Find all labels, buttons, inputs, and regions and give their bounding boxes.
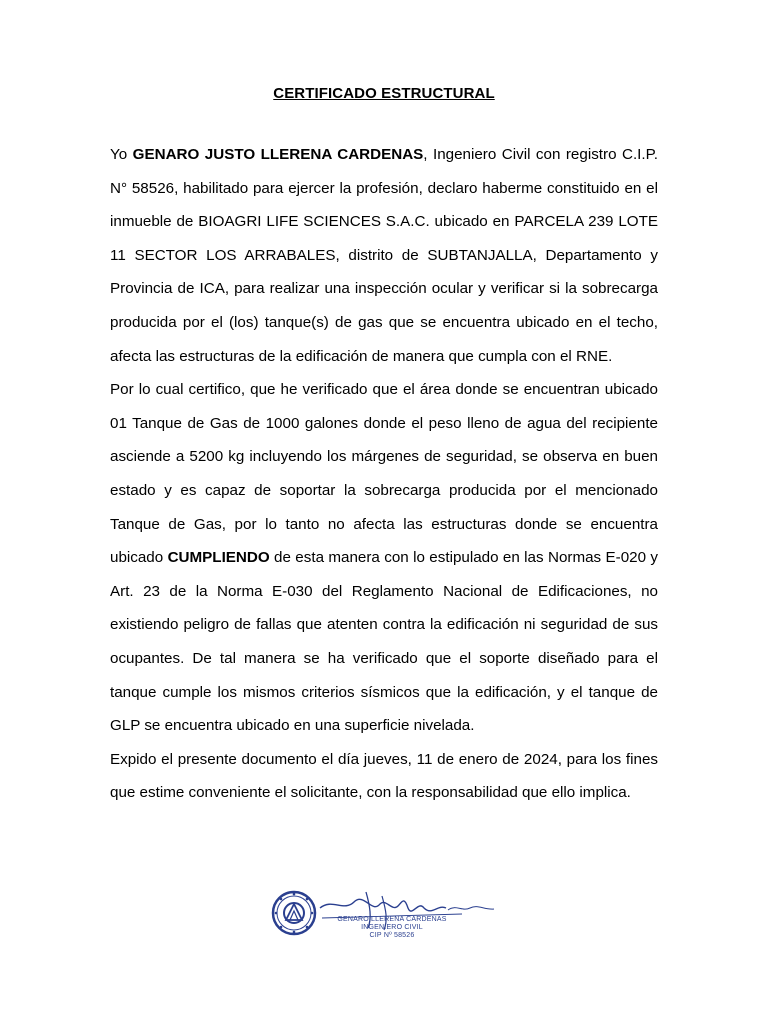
- document-title: CERTIFICADO ESTRUCTURAL: [273, 85, 495, 102]
- paragraph-text: , Ingeniero Civil con registro C.I.P. N° 58526, habilitado para ejercer la profesión, declaro haberme constituido en el inmueble de BIOAGRI LIFE SCIENCES S.A.C. ubicado en PARCELA 239 LOTE 11 SECTOR LOS ARRABALES, distrito de SUBTANJALLA, Departamento y Provincia de ICA, para realizar una inspección ocular y verificar si la sobrecarga producida por el (los) tanque(s) de gas que se encuentra ubicado en el techo, afecta las estructuras de la edificación de manera que cumpla con el RNE.: [110, 146, 658, 365]
- signature-registry: CIP Nº 58526: [369, 932, 415, 939]
- paragraph-text: Yo: [110, 146, 133, 163]
- engineer-name: GENARO JUSTO LLERENA CARDENAS: [132, 146, 424, 163]
- signature-profession: INGENIERO CIVIL: [361, 924, 423, 931]
- paragraph-issuance: Expido el presente documento el día jueves, 11 de enero de 2024, para los fines que estime conveniente el solicitante, con la responsabilidad que ello implica.: [110, 750, 658, 802]
- signature-block: [262, 878, 512, 958]
- paragraph-declaration: [110, 138, 658, 373]
- paragraph-text: Por lo cual certifico, que he verificado que el área donde se encuentran ubicado 01 Tanque de Gas de 1000 galones donde el peso lleno de agua del recipiente asciende a 5200 kg incluyendo los márgenes de seguridad, se observa en buen estado y es capaz de soportar la sobrecarga producida por el mencionado Tanque de Gas, por lo tanto no afecta las estructuras donde se encuentra ubicado: [110, 381, 658, 567]
- signature-name: GENARO LLERENA CARDENAS: [337, 916, 447, 923]
- paragraph-text: de esta manera con lo estipulado en las Normas E-020 y Art. 23 de la Norma E-030 del Reglamento Nacional de Edificaciones, no existiendo peligro de fallas que atenten contra la edificación ni seguridad de sus ocupantes. De tal manera se ha verificado que el soporte diseñado para el tanque cumple los mismos criterios sísmicos que la edificación, y el tanque de GLP se encuentra ubicado en una superficie nivelada.: [110, 549, 658, 735]
- paragraph-certification: [110, 373, 658, 743]
- compliance-keyword: CUMPLIENDO: [167, 549, 270, 567]
- document-body: [110, 138, 658, 810]
